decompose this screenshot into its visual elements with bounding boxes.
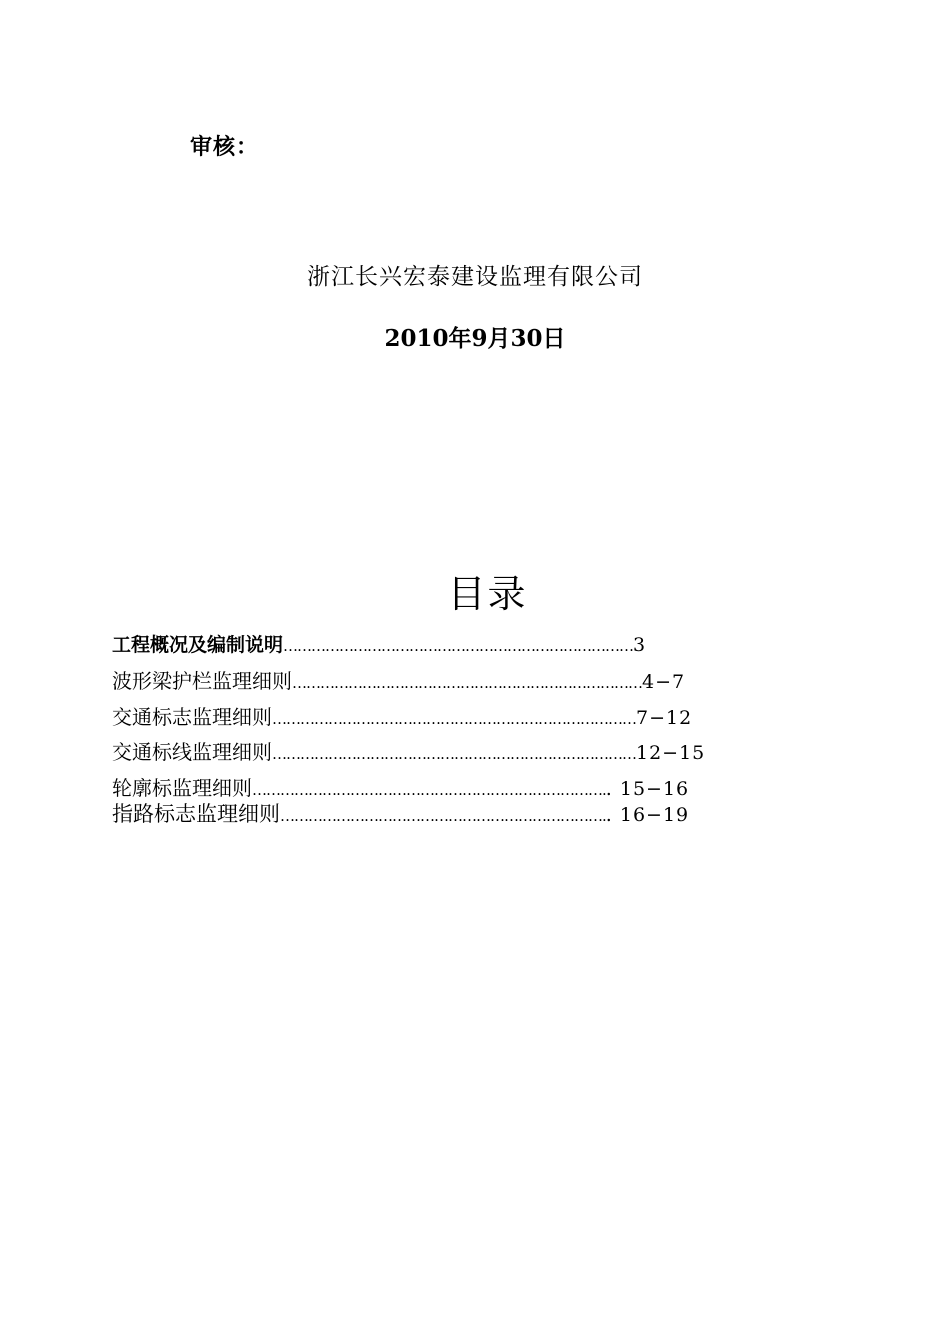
toc-item[interactable] [112, 801, 689, 829]
toc-item-page: 7−12 [636, 707, 693, 729]
toc-item-leader: …………………………………………………………………… [272, 745, 636, 763]
toc-item-page: . 15−16 [605, 778, 690, 800]
toc-item-title: 波形梁护栏监理细则 [112, 669, 292, 693]
review-label: 审核： [190, 134, 260, 160]
toc-item-page: 3 [633, 634, 647, 656]
toc-item-title: 指路标志监理细则 [112, 802, 280, 826]
toc-item[interactable] [112, 775, 689, 803]
toc-item-page: 4−7 [642, 671, 686, 693]
toc-item-title: 工程概况及编制说明 [112, 634, 284, 656]
toc-item-leader: ………………………………………………………………… [292, 674, 642, 692]
toc-item[interactable] [112, 739, 705, 767]
toc-item-title: 轮廓标监理细则 [112, 776, 252, 800]
company-name: 浙江长兴宏泰建设监理有限公司 [307, 264, 643, 290]
toc-item-page: 12−15 [636, 742, 706, 764]
toc-item-title: 交通标志监理细则 [112, 705, 272, 729]
toc-item-leader: ……………………………………………………………. [280, 807, 606, 825]
toc-item[interactable] [112, 704, 692, 732]
toc-item-leader: …………………………………………………………………. [252, 781, 606, 799]
toc-item-title: 交通标线监理细则 [112, 740, 272, 764]
toc-title: 目录 [447, 572, 528, 616]
toc-item-leader: …………………………………………………………………… [272, 710, 636, 728]
toc-item-page: . 16−19 [605, 804, 690, 826]
toc-item[interactable] [112, 668, 685, 696]
toc-item-leader: ………………………………………………………………… [283, 637, 634, 655]
document-date: 2010年9月30日 [384, 325, 566, 352]
toc-item[interactable] [112, 631, 646, 659]
